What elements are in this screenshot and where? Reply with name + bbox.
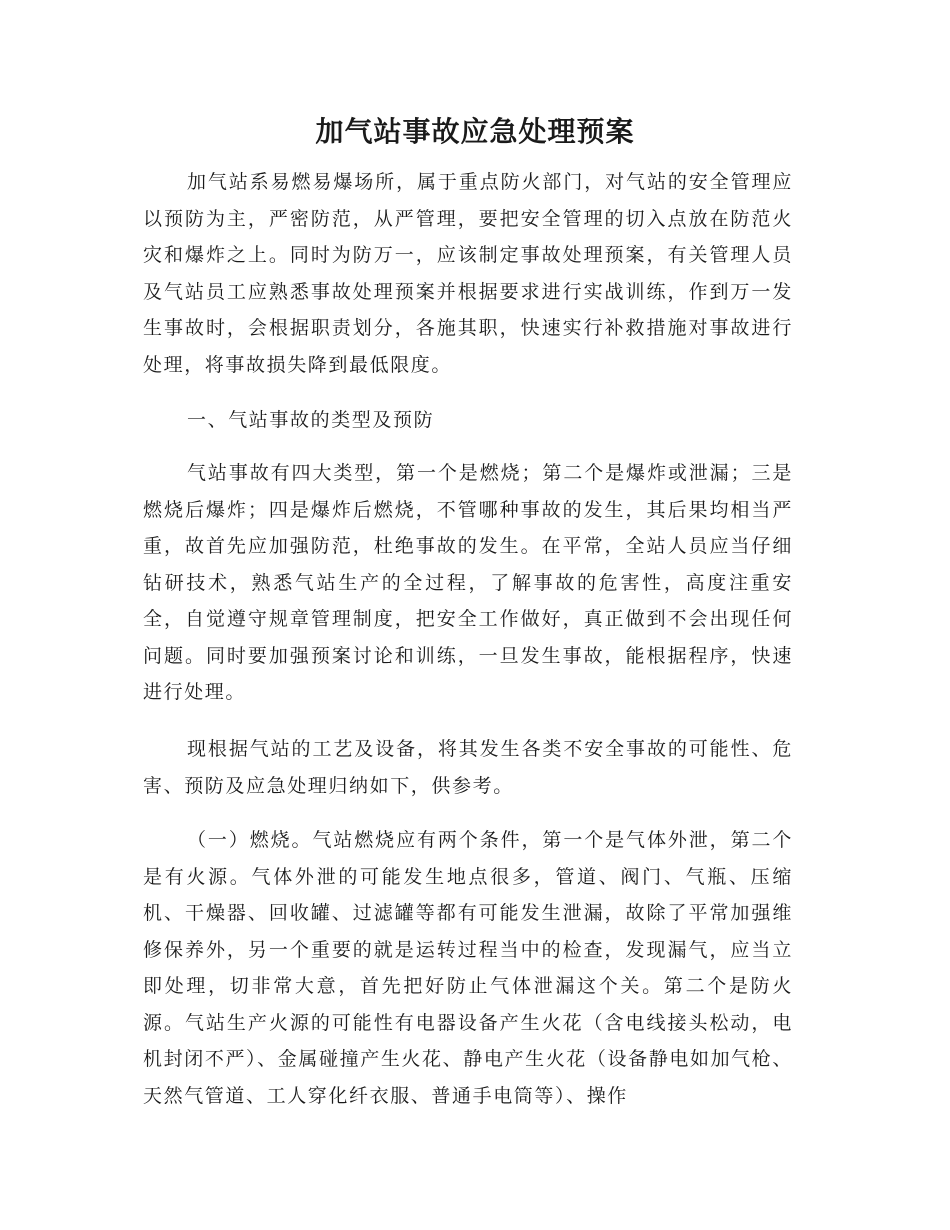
summary-paragraph: 现根据气站的工艺及设备，将其发生各类不安全事故的可能性、危害、预防及应急处理归纳如下，供参考。 — [143, 738, 793, 797]
document-title: 加气站事故应急处理预案 — [315, 115, 635, 148]
accident-types-paragraph: 气站事故有四大类型，第一个是燃烧；第二个是爆炸或泄漏；三是燃烧后爆炸；四是爆炸后燃烧，不管哪种事故的发生，其后果均相当严重，故首先应加强防范，杜绝事故的发生。在平常，全站人员应当仔细钻研技术，熟悉气站生产的全过程，了解事故的危害性，高度注重安全，自觉遵守规章管理制度，把安全工作做好，真正做到不会出现任何问题。同时要加强预案讨论和训练，一旦发生事故，能根据程序，快速进行处理。 — [143, 462, 793, 703]
combustion-paragraph: （一）燃烧。气站燃烧应有两个条件，第一个是气体外泄，第二个是有火源。气体外泄的可能发生地点很多，管道、阀门、气瓶、压缩机、干燥器、回收罐、过滤罐等都有可能发生泄漏，故除了平常加强维修保养外，另一个重要的就是运转过程当中的检查，发现漏气，应当立即处理，切非常大意，首先把好防止气体泄漏这个关。第二个是防火源。气站生产火源的可能性有电器设备产生火花（含电线接头松动，电机封闭不严）、金属碰撞产生火花、静电产生火花（设备静电如加气枪、天然气管道、工人穿化纤衣服、普通手电筒等）、操作 — [143, 829, 793, 1107]
section-heading: 一、气站事故的类型及预防 — [187, 409, 435, 431]
intro-paragraph: 加气站系易燃易爆场所，属于重点防火部门，对气站的安全管理应以预防为主，严密防范，从严管理，要把安全管理的切入点放在防范火灾和爆炸之上。同时为防万一，应该制定事故处理预案，有关管理人员及气站员工应熟悉事故处理预案并根据要求进行实战训练，作到万一发生事故时，会根据职责划分，各施其职，快速实行补救措施对事故进行处理，将事故损失降到最低限度。 — [143, 171, 793, 376]
